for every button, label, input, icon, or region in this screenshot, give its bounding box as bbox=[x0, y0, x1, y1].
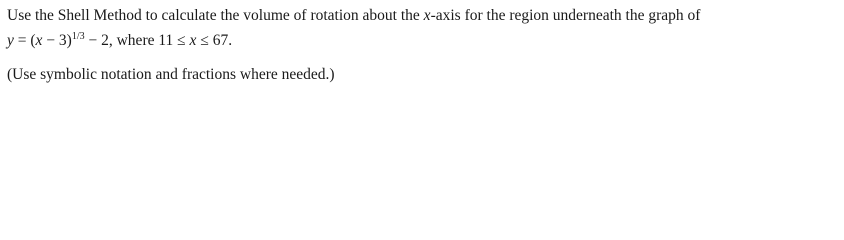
problem-line-1 bbox=[7, 6, 839, 27]
function-exponent: 1/3 bbox=[71, 31, 85, 42]
bounds-upper: ≤ 67. bbox=[196, 32, 233, 49]
bounds-x: x bbox=[189, 32, 197, 49]
problem-text-end: -axis for the region underneath the graph of bbox=[430, 7, 701, 24]
function-x: x bbox=[35, 32, 43, 49]
axis-variable: x bbox=[423, 7, 431, 24]
problem-text-start: Use the Shell Method to calculate the volume of rotation about the bbox=[7, 7, 424, 24]
function-y: y bbox=[7, 32, 14, 49]
function-minus-two: − 2, where 11 ≤ bbox=[84, 32, 190, 49]
problem-statement bbox=[7, 6, 839, 51]
function-equals: = ( bbox=[13, 32, 36, 49]
function-minus-three: − 3) bbox=[42, 32, 72, 49]
notation-hint: (Use symbolic notation and fractions where needed.) bbox=[7, 66, 335, 83]
function-definition bbox=[7, 31, 839, 51]
